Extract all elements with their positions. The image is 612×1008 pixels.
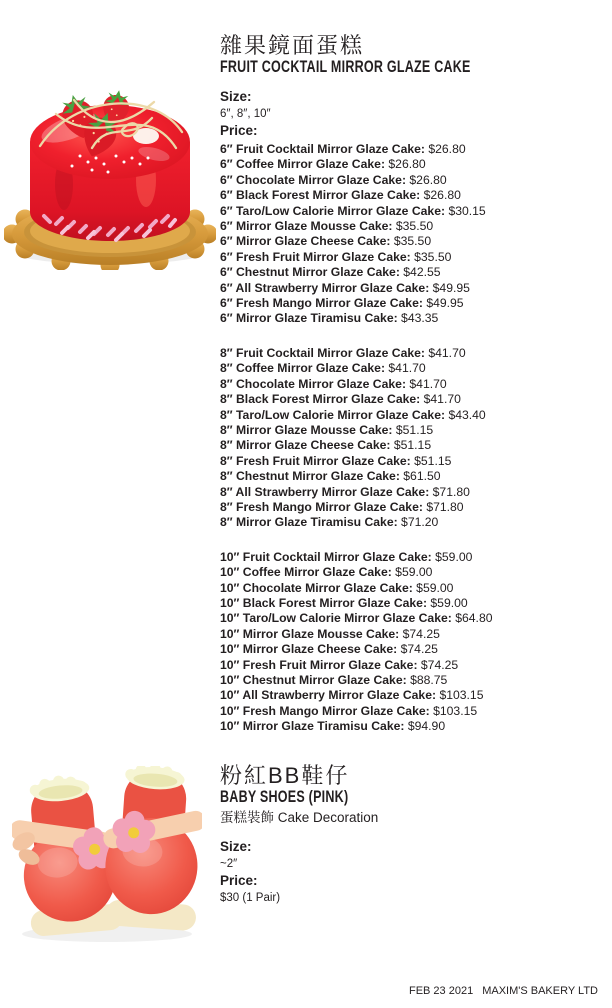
price-line bbox=[220, 673, 530, 688]
item-name: 8″ Black Forest Mirror Glaze Cake: bbox=[220, 392, 424, 407]
footer-company: MAXIM'S BAKERY LTD bbox=[482, 985, 598, 997]
price-line bbox=[220, 642, 530, 657]
item-name: 10″ Taro/Low Calorie Mirror Glaze Cake: bbox=[220, 611, 456, 626]
price-group bbox=[220, 142, 530, 327]
item-price: $71.80 bbox=[426, 499, 464, 514]
item-price: $49.95 bbox=[426, 296, 464, 311]
price-line bbox=[220, 361, 530, 376]
item-name: 8″ Mirror Glaze Mousse Cake: bbox=[220, 422, 396, 437]
product2-size-value: ~2″ bbox=[220, 858, 238, 870]
cake-illustration-icon bbox=[4, 84, 216, 270]
item-price: $103.15 bbox=[439, 688, 484, 703]
mirror-glaze-cake-photo bbox=[4, 84, 216, 270]
item-price: $35.50 bbox=[414, 249, 452, 264]
item-price: $35.50 bbox=[393, 234, 432, 249]
item-name: 10″ Fruit Cocktail Mirror Glaze Cake: bbox=[220, 549, 436, 564]
item-price: $59.00 bbox=[435, 549, 473, 564]
price-line bbox=[220, 173, 530, 188]
item-price: $51.15 bbox=[414, 453, 452, 468]
item-name: 10″ Mirror Glaze Tiramisu Cake: bbox=[220, 719, 408, 734]
baby-shoes-illustration-icon bbox=[12, 766, 202, 944]
item-name: 6″ Fruit Cocktail Mirror Glaze Cake: bbox=[220, 142, 429, 156]
baby-shoes-photo bbox=[12, 766, 202, 944]
item-name: 10″ All Strawberry Mirror Glaze Cake: bbox=[220, 688, 440, 703]
item-price: $26.80 bbox=[428, 142, 466, 156]
item-name: 10″ Fresh Fruit Mirror Glaze Cake: bbox=[220, 657, 421, 672]
item-price: $74.25 bbox=[402, 626, 440, 641]
product1-size-label: Size: bbox=[220, 89, 252, 104]
item-price: $41.70 bbox=[423, 392, 461, 407]
item-name: 6″ Mirror Glaze Mousse Cake: bbox=[220, 219, 396, 234]
price-line bbox=[220, 234, 530, 249]
item-price: $59.00 bbox=[430, 595, 468, 610]
price-line bbox=[220, 311, 530, 326]
product2-price-label: Price: bbox=[220, 873, 258, 888]
price-line bbox=[220, 485, 530, 500]
price-line bbox=[220, 188, 530, 203]
item-price: $64.80 bbox=[455, 611, 493, 626]
item-name: 8″ Fruit Cocktail Mirror Glaze Cake: bbox=[220, 345, 429, 360]
product1-size-value: 6″, 8″, 10″ bbox=[220, 108, 271, 120]
price-line bbox=[220, 346, 530, 361]
price-line bbox=[220, 157, 530, 172]
item-price: $94.90 bbox=[407, 719, 446, 734]
item-name: 8″ Fresh Fruit Mirror Glaze Cake: bbox=[220, 453, 415, 468]
product2-subtitle: 蛋糕裝飾 Cake Decoration bbox=[220, 810, 379, 825]
price-line bbox=[220, 438, 530, 453]
right-bootie bbox=[95, 766, 202, 932]
item-name: 8″ Chestnut Mirror Glaze Cake: bbox=[220, 469, 404, 484]
item-price: $26.80 bbox=[409, 172, 447, 187]
item-price: $41.70 bbox=[428, 345, 466, 360]
item-name: 8″ Mirror Glaze Tiramisu Cake: bbox=[220, 515, 402, 530]
price-line bbox=[220, 500, 530, 515]
item-name: 6″ Chocolate Mirror Glaze Cake: bbox=[220, 172, 410, 187]
item-price: $61.50 bbox=[403, 469, 441, 484]
price-line bbox=[220, 377, 530, 392]
product2-details bbox=[220, 763, 530, 905]
price-line bbox=[220, 204, 530, 219]
item-price: $43.35 bbox=[401, 311, 439, 326]
item-price: $74.25 bbox=[400, 642, 438, 657]
footer-date: FEB 23 2021 bbox=[408, 985, 474, 997]
item-name: 8″ Coffee Mirror Glaze Cake: bbox=[220, 361, 389, 376]
item-price: $88.75 bbox=[410, 673, 448, 687]
item-price: $26.80 bbox=[388, 157, 426, 172]
product1-english-title: FRUIT COCKTAIL MIRROR GLAZE CAKE bbox=[220, 58, 471, 76]
item-price: $71.80 bbox=[432, 484, 470, 499]
item-name: 8″ Fresh Mango Mirror Glaze Cake: bbox=[220, 499, 427, 514]
price-line bbox=[220, 550, 530, 565]
price-line bbox=[220, 454, 530, 469]
item-name: 10″ Mirror Glaze Mousse Cake: bbox=[220, 626, 403, 641]
item-name: 6″ Fresh Mango Mirror Glaze Cake: bbox=[220, 296, 427, 311]
item-name: 8″ All Strawberry Mirror Glaze Cake: bbox=[220, 484, 433, 499]
price-line bbox=[220, 627, 530, 642]
item-price: $35.50 bbox=[395, 219, 434, 234]
price-line bbox=[220, 423, 530, 438]
item-price: $51.15 bbox=[395, 422, 434, 437]
item-price: $74.25 bbox=[420, 657, 459, 672]
item-name: 6″ Black Forest Mirror Glaze Cake: bbox=[220, 188, 424, 203]
product2-english-title-wrap bbox=[220, 789, 530, 806]
item-price: $49.95 bbox=[432, 280, 470, 295]
price-line bbox=[220, 719, 530, 734]
item-name: 6″ Chestnut Mirror Glaze Cake: bbox=[220, 265, 404, 280]
product2-price-value: $30 (1 Pair) bbox=[220, 892, 281, 904]
item-price: $59.00 bbox=[416, 580, 454, 595]
product2-chinese-title: 粉紅BB鞋仔 bbox=[220, 763, 350, 788]
item-name: 8″ Mirror Glaze Cheese Cake: bbox=[220, 438, 394, 453]
item-name: 6″ Fresh Fruit Mirror Glaze Cake: bbox=[220, 249, 415, 264]
item-price: $71.20 bbox=[401, 515, 439, 530]
item-price: $42.55 bbox=[403, 265, 441, 280]
price-line bbox=[220, 581, 530, 596]
page-footer bbox=[409, 985, 598, 998]
price-line bbox=[220, 142, 530, 157]
item-price: $41.70 bbox=[409, 376, 447, 391]
item-name: 6″ Taro/Low Calorie Mirror Glaze Cake: bbox=[220, 203, 449, 218]
price-line bbox=[220, 515, 530, 530]
price-group bbox=[220, 550, 530, 735]
item-name: 6″ Mirror Glaze Tiramisu Cake: bbox=[220, 311, 402, 326]
price-line bbox=[220, 265, 530, 280]
price-line bbox=[220, 250, 530, 265]
item-name: 10″ Black Forest Mirror Glaze Cake: bbox=[220, 595, 431, 610]
product2-english-title: BABY SHOES (PINK) bbox=[220, 788, 349, 806]
product1-price-label: Price: bbox=[220, 123, 258, 138]
item-name: 10″ Mirror Glaze Cheese Cake: bbox=[220, 642, 401, 657]
item-name: 10″ Chestnut Mirror Glaze Cake: bbox=[220, 673, 411, 687]
item-name: 8″ Chocolate Mirror Glaze Cake: bbox=[220, 376, 410, 391]
item-name: 6″ Coffee Mirror Glaze Cake: bbox=[220, 157, 389, 172]
product1-details bbox=[220, 33, 530, 754]
product2-size-label: Size: bbox=[220, 839, 252, 854]
item-name: 10″ Coffee Mirror Glaze Cake: bbox=[220, 565, 396, 580]
price-line bbox=[220, 611, 530, 626]
price-line bbox=[220, 596, 530, 611]
price-line bbox=[220, 704, 530, 719]
item-name: 6″ Mirror Glaze Cheese Cake: bbox=[220, 234, 394, 249]
item-price: $59.00 bbox=[395, 565, 433, 580]
price-line bbox=[220, 688, 530, 703]
item-name: 10″ Chocolate Mirror Glaze Cake: bbox=[220, 580, 417, 595]
price-line bbox=[220, 658, 530, 673]
item-name: 10″ Fresh Mango Mirror Glaze Cake: bbox=[220, 703, 434, 718]
item-price: $51.15 bbox=[393, 438, 432, 453]
item-price: $30.15 bbox=[448, 203, 486, 218]
item-name: 8″ Taro/Low Calorie Mirror Glaze Cake: bbox=[220, 407, 449, 422]
price-line bbox=[220, 296, 530, 311]
product1-english-title-wrap bbox=[220, 59, 530, 76]
item-price: $26.80 bbox=[423, 188, 461, 203]
price-line bbox=[220, 565, 530, 580]
price-line bbox=[220, 469, 530, 484]
item-price: $41.70 bbox=[388, 361, 426, 376]
price-line bbox=[220, 281, 530, 296]
price-line bbox=[220, 219, 530, 234]
item-price: $103.15 bbox=[433, 703, 478, 718]
price-list bbox=[220, 142, 530, 735]
price-group bbox=[220, 346, 530, 531]
item-price: $43.40 bbox=[448, 407, 486, 422]
item-name: 6″ All Strawberry Mirror Glaze Cake: bbox=[220, 280, 433, 295]
price-line bbox=[220, 392, 530, 407]
product1-chinese-title: 雜果鏡面蛋糕 bbox=[220, 33, 365, 58]
price-line bbox=[220, 408, 530, 423]
